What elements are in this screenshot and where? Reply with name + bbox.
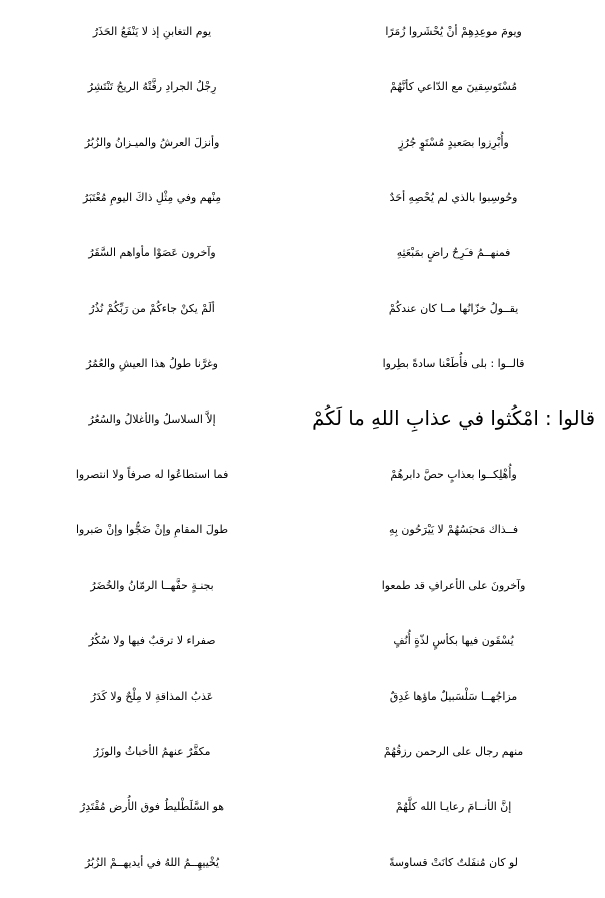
verse-sadr: وأُبْرِزوا بصَعيدٍ مُسْتَوٍ جُرُزٍ xyxy=(398,135,509,149)
verse-sadr: لو كان مُنفَلتٌ كانَتْ قساوسةً xyxy=(389,855,518,869)
verse-ajuz: وآخرون عَصَوْا مأواهم السَّقَرُ xyxy=(88,246,216,260)
verse-sadr: يقــولُ خزّانُها مــا كان عندكُمْ xyxy=(388,301,519,315)
verse-sadr: وآخرونَ على الأعرافِ قد طمعوا xyxy=(381,578,526,592)
verse-ajuz: مكفَّرٌ عنهمُ الأخباثُ والوزَرُ xyxy=(93,744,211,758)
verse-sadr: فمنهــمُ فـَرِحٌ راضٍ بمَبْعَثِهِ xyxy=(396,246,511,260)
verse-sadr: مزاجُهــا سَلْسَبيلٌ ماؤها غَدِقٌ xyxy=(389,689,518,703)
verse-sadr: وأُهْلِكــوا بعذابٍ حصَّ دابرهُمْ xyxy=(390,468,517,481)
verse-sadr: قالــوا : بلى فأُطَعْنا سادةً بطِروا xyxy=(382,357,525,371)
verse-sadr: منهم رجال على الرحمن رزقُهُمْ xyxy=(383,744,524,758)
verse-sadr: مُسْتَوسِقينَ مع الدّاعي كأنَّهُمْ xyxy=(389,80,518,94)
verse-ajuz: هو السَّلَطْليطُ فوق الأُرض مُقْتَدِرُ xyxy=(80,800,225,814)
verse-ajuz: وغرَّنا طولُ هذا العيشِ والعُمُرُ xyxy=(86,357,218,371)
verse-sadr: قالوا : امْكُثوا في عذابِ اللهِ ما لَكُمْ xyxy=(312,407,595,431)
verse-ajuz: وأنزلَ العرشُ والميـزانُ والزُبُرُ xyxy=(84,135,220,149)
verse-ajuz: يوم التغابنِ إذ لا يَنْفَعُ الحَذَرُ xyxy=(92,24,212,38)
verse-sadr: إنَّ الأنــامَ رعايـا الله كلَّهُمْ xyxy=(395,800,512,814)
verse-ajuz: طولَ المقامِ وإنْ ضَجُّوا وإنْ صَبروا xyxy=(76,523,229,537)
verse-ajuz: رِجْلُ الجرادِ رفَّتْهُ الريحُ تَنْتَشِرُ xyxy=(87,80,217,94)
verse-ajuz: صفراء لا ترقبٌ فيها ولا سُكُرُ xyxy=(88,634,216,648)
verse-ajuz: بجنـةٍ حفَّهــا الرمّانُ والخُضَرُ xyxy=(90,578,214,592)
verse-ajuz: يُخْييهِــمُ اللهُ في أيديهــمْ الزُبُرُ xyxy=(85,855,220,869)
verse-ajuz: إلاَّ السلاسلُ والأغلالُ والسُعُرُ xyxy=(88,412,216,426)
verse-ajuz: ألَمْ يكنْ جاءكُمْ من رَبِّكُمْ نُذُرُ xyxy=(89,301,215,315)
verse-ajuz: مِنْهم وفي مِثْلِ ذاكَ اليومِ مُعْتَبَرُ xyxy=(82,191,222,205)
verse-ajuz: عَذبُ المذاقةِ لا مِلْحٌ ولا كَدَرُ xyxy=(90,689,214,703)
verse-sadr: فــذاك مَحبَسُهُمْ لا يَيْرَحُون بِهِ xyxy=(389,523,519,537)
verse-sadr: وحُوسِبوا بالذي لم يُحْصِهِ أحَدٌ xyxy=(389,191,518,205)
verse-ajuz: فما استطاعُوا له صرفاً ولا انتصروا xyxy=(75,468,229,481)
poem-body xyxy=(6,4,599,890)
verse-sadr: ويومَ موعِدِهِمْ أنْ يُحْشَروا زُمَرًا xyxy=(385,24,522,38)
verse-sadr: يُسْقَون فيها بكأسٍ لذّةٍ أُنُفٍ xyxy=(393,634,514,648)
